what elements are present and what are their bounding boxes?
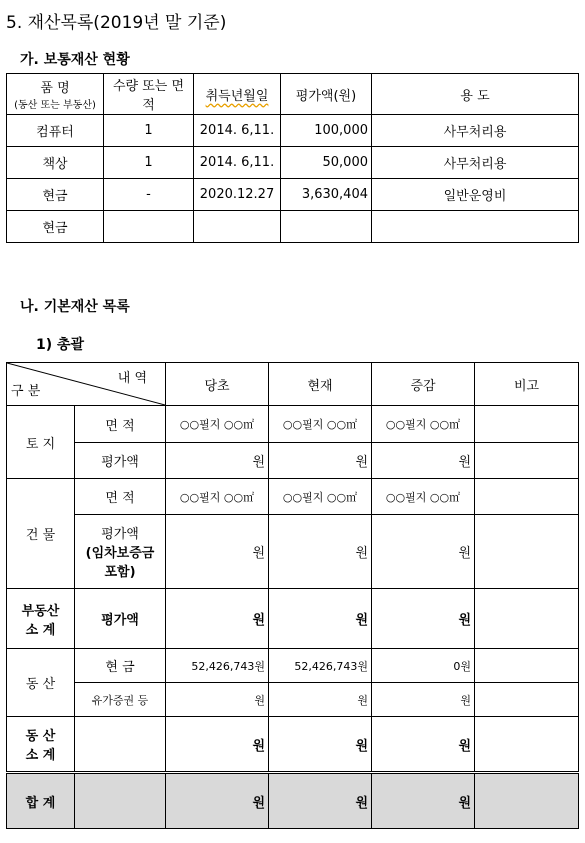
realestate-subtotal-label-line1: 부동산 [21,603,60,619]
cell-value: 3,630,404 [281,179,372,211]
cell-item: 책상 [7,147,104,179]
cell-value: 50,000 [281,147,372,179]
section-a-heading: 가. 보통재산 현황 [20,52,130,68]
building-value-label-line3: 포함) [104,565,136,580]
total-current: 원 [269,773,372,829]
building-area-label: 면 적 [75,479,166,515]
cell-use: 일반운영비 [372,179,579,211]
section-b-subheading: 1) 총괄 [36,337,85,353]
header-original: 당초 [166,363,269,406]
movables-label: 동 산 [7,649,75,717]
building-area-change: ○○필지 ○○㎡ [372,479,475,515]
cell-qty: - [104,179,194,211]
table-row [7,179,579,211]
total-original: 원 [166,773,269,829]
header-item-label: 품 명 [40,81,70,96]
section-b-heading: 나. 기본재산 목록 [20,299,130,315]
building-label: 건 물 [7,479,75,589]
land-area-change: ○○필지 ○○㎡ [372,406,475,443]
header-remarks: 비고 [475,363,579,406]
building-value-remarks [475,515,579,589]
land-value-remarks [475,443,579,479]
building-area-original: ○○필지 ○○㎡ [166,479,269,515]
realestate-subtotal-label-line2: 소 계 [25,622,56,638]
realestate-subtotal-value-label: 평가액 [75,589,166,649]
table-row [7,211,579,243]
cash-remarks [475,649,579,683]
building-value-original: 원 [166,515,269,589]
securities-label: 유가증권 등 [75,683,166,717]
building-value-label [75,515,166,589]
movables-subtotal-label-line1: 동 산 [25,729,56,744]
cash-label: 현 금 [75,649,166,683]
land-area-row [7,406,579,443]
building-value-current: 원 [269,515,372,589]
cell-use: 사무처리용 [372,147,579,179]
realestate-subtotal-current: 원 [269,589,372,649]
building-value-label-line2: (임차보증금 [85,546,155,561]
building-area-row [7,479,579,515]
cell-use: 사무처리용 [372,115,579,147]
total-blank [75,773,166,829]
cash-change: 0원 [372,649,475,683]
table-row [7,147,579,179]
land-area-label: 면 적 [75,406,166,443]
realestate-subtotal-remarks [475,589,579,649]
summary-header-row [7,363,579,406]
total-row [7,773,579,829]
realestate-subtotal-original: 원 [166,589,269,649]
movables-subtotal-change: 원 [372,717,475,773]
total-remarks [475,773,579,829]
header-change: 증감 [372,363,475,406]
cell-item: 현금 [7,179,104,211]
cash-current: 52,426,743원 [269,649,372,683]
movables-subtotal-remarks [475,717,579,773]
movables-subtotal-row [7,717,579,773]
header-date [194,74,281,115]
cell-value: 100,000 [281,115,372,147]
total-change: 원 [372,773,475,829]
basic-property-summary-table [6,362,579,829]
cell-date: 2014. 6,11. [194,115,281,147]
cell-use [372,211,579,243]
land-area-remarks [475,406,579,443]
land-value-label: 평가액 [75,443,166,479]
movables-subtotal-original: 원 [166,717,269,773]
total-label: 합 계 [7,773,75,829]
securities-row [7,683,579,717]
cell-qty: 1 [104,147,194,179]
securities-original: 원 [166,683,269,717]
header-use: 용 도 [372,74,579,115]
securities-change: 원 [372,683,475,717]
building-area-current: ○○필지 ○○㎡ [269,479,372,515]
cell-date [194,211,281,243]
header-current: 현재 [269,363,372,406]
land-value-current: 원 [269,443,372,479]
land-label: 토 지 [7,406,75,479]
cash-original: 52,426,743원 [166,649,269,683]
cell-item: 컴퓨터 [7,115,104,147]
movables-subtotal-current: 원 [269,717,372,773]
movables-subtotal-blank [75,717,166,773]
building-value-label-line1: 평가액 [101,527,139,542]
diag-bottom-label: 구 분 [11,384,41,399]
realestate-subtotal-label [7,589,75,649]
general-property-table [6,73,579,243]
cell-value [281,211,372,243]
building-value-change: 원 [372,515,475,589]
cell-item: 현금 [7,211,104,243]
realestate-subtotal-change: 원 [372,589,475,649]
movables-subtotal-label [7,717,75,773]
land-value-original: 원 [166,443,269,479]
header-value: 평가액(원) [281,74,372,115]
land-area-original: ○○필지 ○○㎡ [166,406,269,443]
building-area-remarks [475,479,579,515]
table-header-row [7,74,579,115]
securities-current: 원 [269,683,372,717]
diag-top-label: 내 역 [117,371,147,386]
header-qty: 수량 또는 면적 [104,74,194,115]
land-value-row [7,443,579,479]
cell-date: 2020.12.27 [194,179,281,211]
cell-date: 2014. 6,11. [194,147,281,179]
table-row [7,115,579,147]
building-value-row [7,515,579,589]
header-item [7,74,104,115]
header-item-sub: (동산 또는 부동산) [14,100,96,111]
movables-cash-row [7,649,579,683]
header-date-label: 취득년월일 [205,88,269,104]
cell-qty [104,211,194,243]
realestate-subtotal-row [7,589,579,649]
securities-remarks [475,683,579,717]
movables-subtotal-label-line2: 소 계 [25,748,56,763]
diagonal-header-cell [7,363,166,406]
cell-qty: 1 [104,115,194,147]
land-value-change: 원 [372,443,475,479]
land-area-current: ○○필지 ○○㎡ [269,406,372,443]
page-title: 5. 재산목록(2019년 말 기준) [6,13,227,33]
